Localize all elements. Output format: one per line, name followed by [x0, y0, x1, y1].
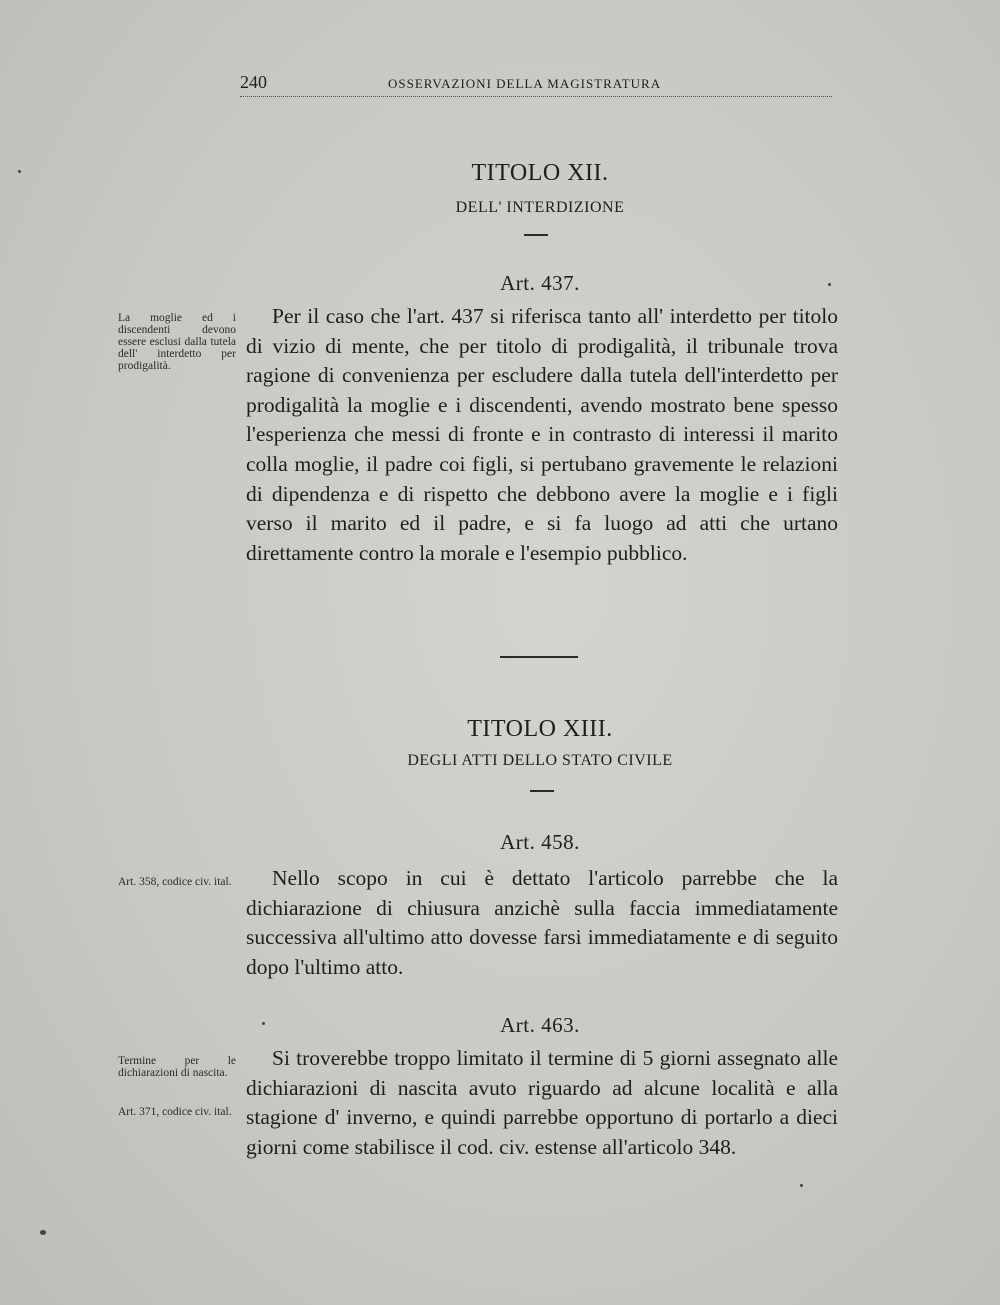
print-speck [40, 1230, 46, 1235]
article-text: Nello scopo in cui è dettato l'articolo parrebbe che la dichiarazione di chiusura anzichè sulla faccia immediatamente successiva all'ultimo atto dovesse farsi immediatamente e di seguito dopo l'ultimo atto. [246, 866, 838, 979]
page-header [240, 72, 832, 97]
print-speck [18, 170, 21, 173]
margin-note: La moglie ed i discendenti devono essere esclusi dalla tutela dell' interdetto per prodigalità. [118, 312, 236, 372]
running-title: OSSERVAZIONI DELLA MAGISTRATURA [388, 76, 662, 91]
article-text: Si troverebbe troppo limitato il termine di 5 giorni assegnato alle dichiarazioni di nascita avuto riguardo ad alcune località e alla stagione d' inverno, e quindi parrebbe opportuno di portarlo a dieci giorni come stabilisce il cod. civ. estense all'articolo 348. [246, 1046, 838, 1159]
section-separator [500, 656, 578, 658]
margin-note: Art. 371, codice civ. ital. [118, 1106, 232, 1118]
article-heading: Art. 463. [500, 1013, 580, 1037]
section-subtitle: DELL' INTERDIZIONE [455, 199, 625, 216]
article-text: Per il caso che l'art. 437 si riferisca tanto all' interdetto per titolo di vizio di mente, che per titolo di prodigalità, il tribunale trova ragione di convenienza per escludere dalla tutela dell'interdetto per prodigalità la moglie e i discendenti, avendo mostrato bene spesso l'esperienza che messi di fronte e in contrasto di interessi il marito colla moglie, il padre coi figli, si pertubano gravemente le relazioni di dipendenza e di rispetto che debbono avere la moglie e i figli verso il marito ed il padre, e si fa luogo ad atti che urtano direttamente contro la morale e l'esempio pubblico. [246, 304, 838, 565]
margin-note: Termine per le dichiarazioni di nascita. [118, 1055, 236, 1079]
print-speck [800, 1184, 803, 1187]
margin-note: Art. 358, codice civ. ital. [118, 876, 232, 888]
section-subtitle: DEGLI ATTI DELLO STATO CIVILE [407, 752, 673, 769]
section-title: TITOLO XII. [471, 160, 609, 186]
title-dash [524, 234, 548, 236]
article-heading: Art. 437. [500, 271, 580, 295]
page-number: 240 [240, 72, 267, 92]
section-title: TITOLO XIII. [467, 716, 613, 742]
article-heading: Art. 458. [500, 830, 580, 854]
print-speck [828, 283, 831, 286]
title-dash [530, 790, 554, 792]
print-speck [262, 1022, 265, 1025]
